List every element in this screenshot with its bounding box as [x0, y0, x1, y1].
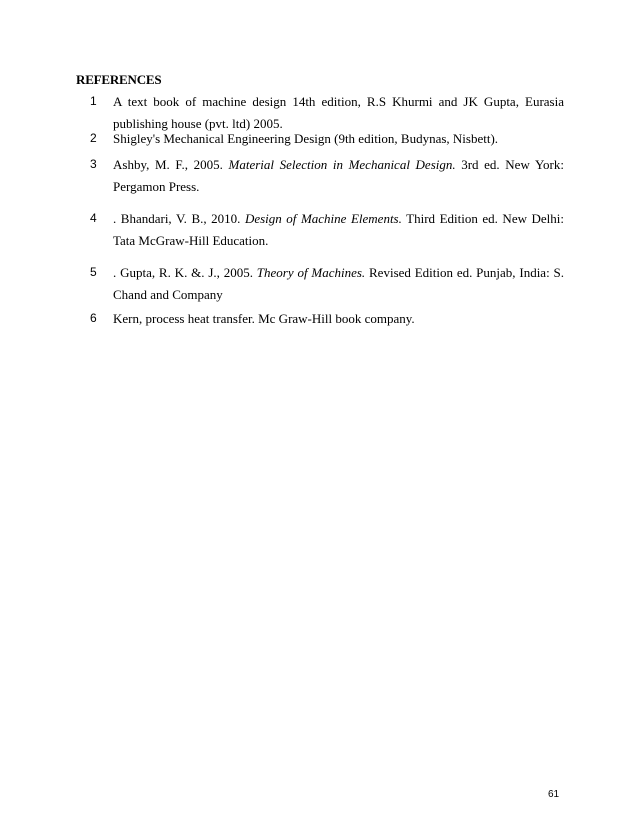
reference-segment: . Gupta, R. K. &. J., 2005. — [113, 265, 257, 280]
reference-text — [113, 262, 564, 306]
reference-segment: . Bhandari, V. B., 2010. — [113, 211, 245, 226]
reference-text — [113, 154, 564, 198]
reference-text — [113, 128, 564, 150]
reference-segment: Kern, process heat transfer. Mc Graw-Hill book company. — [113, 311, 415, 326]
reference-number: 2 — [90, 131, 97, 145]
reference-number: 5 — [90, 265, 97, 279]
reference-segment: Ashby, M. F., 2005. — [113, 157, 229, 172]
reference-title: Theory of Machines. — [256, 265, 366, 280]
page-number: 61 — [548, 789, 560, 800]
reference-number: 1 — [90, 94, 97, 108]
reference-text — [113, 208, 564, 252]
reference-title: Design of Machine Elements. — [244, 211, 402, 226]
reference-segment: Revised Edition ed. Punjab, India: S. Chand and Company — [113, 265, 564, 302]
reference-number: 4 — [90, 211, 97, 225]
reference-title: Material Selection in Mechanical Design. — [228, 157, 456, 172]
reference-segment: Shigley's Mechanical Engineering Design (9th edition, Budynas, Nisbett). — [113, 131, 499, 146]
reference-segment: Third Edition ed. New Delhi: Tata McGraw-Hill Education. — [113, 211, 565, 248]
reference-number: 6 — [90, 311, 97, 325]
reference-segment: A text book of machine design 14th edition, R.S Khurmi and JK Gupta, Eurasia publishing house (pvt. ltd) 2005. — [113, 94, 564, 131]
references-heading: REFERENCES — [76, 72, 162, 87]
reference-text — [113, 308, 564, 330]
reference-segment: 3rd ed. New York: Pergamon Press. — [113, 157, 564, 194]
reference-number: 3 — [90, 157, 97, 171]
